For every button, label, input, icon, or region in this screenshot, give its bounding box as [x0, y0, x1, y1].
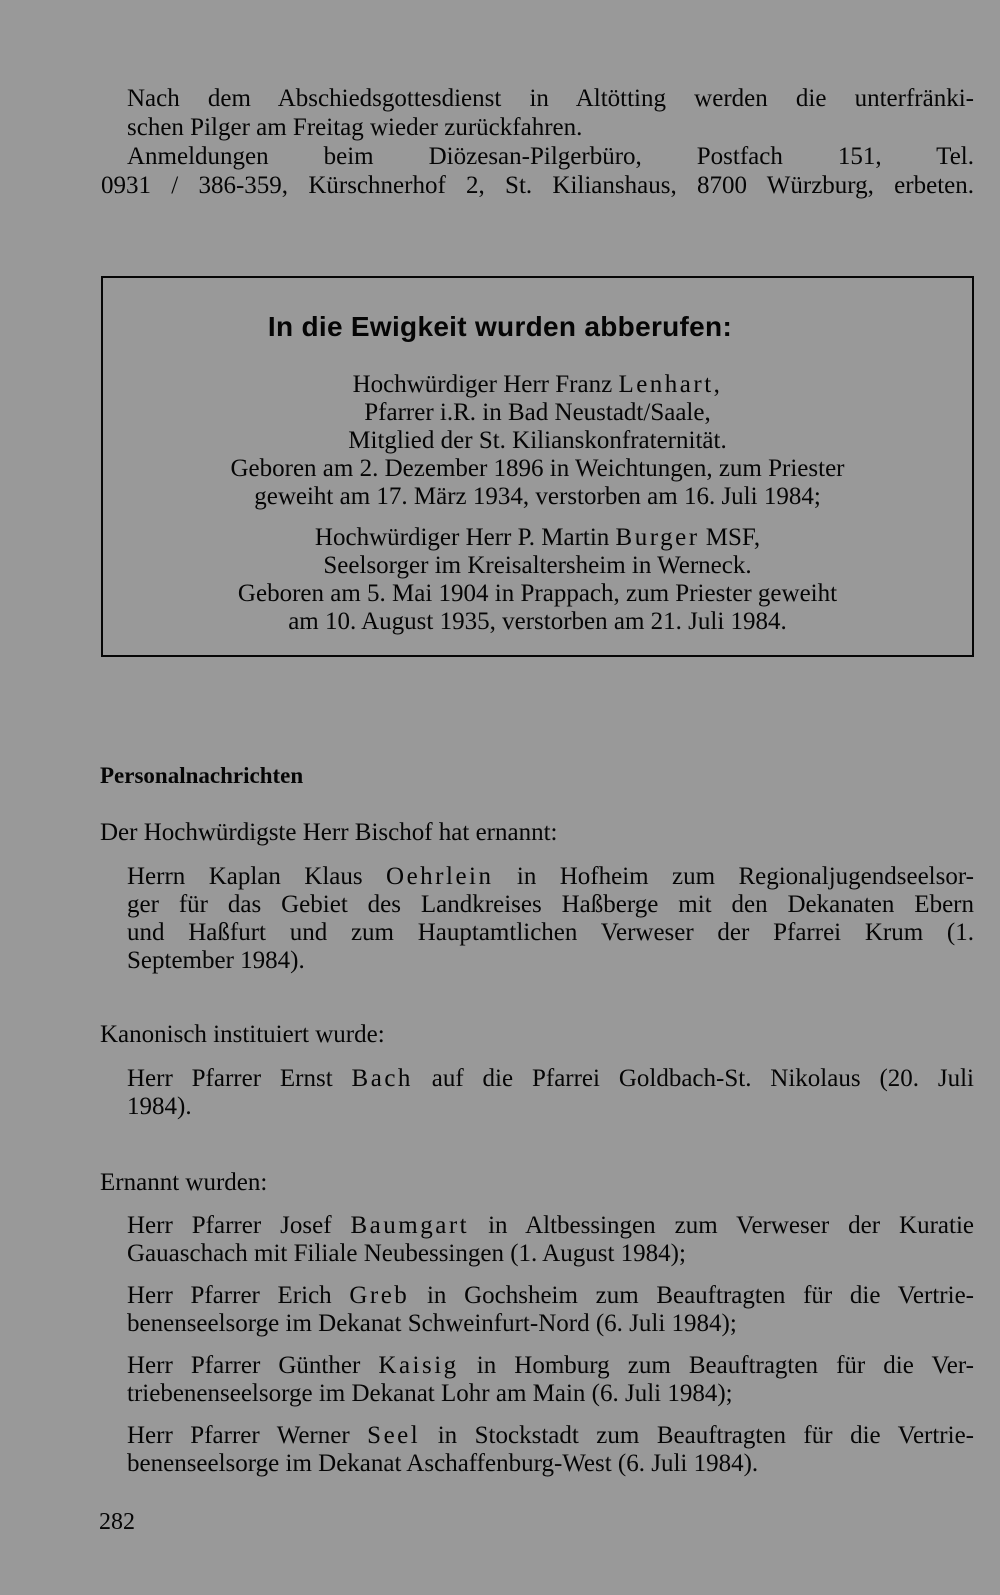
entry-line: benenseelsorge im Dekanat Aschaffenburg-West (6. Juli 1984). — [127, 1450, 759, 1477]
subheading-instituted: Kanonisch instituiert wurde: — [100, 1021, 385, 1048]
entry-line — [127, 1351, 974, 1380]
obituary-line: Pfarrer i.R. in Bad Neustadt/Saale, — [364, 399, 711, 426]
obituary-text: MSF, — [699, 524, 761, 551]
entry-line — [127, 862, 974, 891]
obituary-title: In die Ewigkeit wurden abberufen: — [267, 311, 733, 342]
subheading-appointed: Der Hochwürdigste Herr Bischof hat ernannt: — [100, 819, 558, 846]
section-title: Personalnachrichten — [100, 763, 304, 788]
deceased-name: Burger — [615, 524, 700, 551]
obituary-line: am 10. August 1935, verstorben am 21. Juli 1984. — [288, 608, 787, 635]
deceased-name: Lenhart, — [618, 371, 723, 398]
entry-line: ger für das Gebiet des Landkreises Haßberge mit den Dekanaten Ebern — [127, 891, 974, 918]
intro-line-4: 0931 / 386-359, Kürschnerhof 2, St. Kilianshaus, 8700 Würzburg, erbeten. — [101, 172, 974, 199]
entry-text: in Stockstadt zum Beauftragten für die Vertrie- — [420, 1422, 974, 1449]
entry-text: in Altbessingen zum Verweser der Kuratie — [469, 1212, 975, 1239]
obituary-text: Hochwürdiger Herr Franz — [352, 371, 619, 398]
entry-text: in Hofheim zum Regionaljugendseelsor- — [493, 863, 975, 890]
entry-line — [127, 1064, 974, 1093]
obituary-text: Hochwürdiger Herr P. Martin — [314, 524, 616, 551]
entry-text: Herr Pfarrer Josef — [127, 1212, 351, 1239]
entry-line: und Haßfurt und zum Hauptamtlichen Verweser der Pfarrei Krum (1. — [127, 919, 974, 946]
intro-line-3: Anmeldungen beim Diözesan-Pilgerbüro, Postfach 151, Tel. — [127, 143, 974, 170]
obituary-line — [101, 370, 974, 399]
entry-line: benenseelsorge im Dekanat Schweinfurt-Nord (6. Juli 1984); — [127, 1310, 737, 1337]
entry-line: September 1984). — [127, 947, 305, 974]
entry-text: Herrn Kaplan Klaus — [127, 863, 387, 890]
subheading-named: Ernannt wurden: — [100, 1169, 268, 1196]
entry-text: in Homburg zum Beauftragten für die Ver- — [458, 1352, 975, 1379]
obituary-line — [101, 523, 974, 552]
entry-line — [127, 1421, 974, 1450]
entry-line: triebenenseelsorge im Dekanat Lohr am Main (6. Juli 1984); — [127, 1380, 733, 1407]
person-name: Seel — [367, 1422, 421, 1449]
entry-text: Herr Pfarrer Ernst — [127, 1065, 352, 1092]
entry-line — [127, 1211, 974, 1240]
obituary-line: Seelsorger im Kreisaltersheim in Werneck. — [323, 552, 752, 579]
entry-line — [127, 1281, 974, 1310]
entry-text: Herr Pfarrer Günther — [127, 1352, 379, 1379]
entry-text: in Gochsheim zum Beauftragten für die Vertrie- — [409, 1282, 974, 1309]
intro-line-2: schen Pilger am Freitag wieder zurückfahren. — [127, 114, 583, 141]
entry-line: Gauaschach mit Filiale Neubessingen (1. August 1984); — [127, 1240, 686, 1267]
person-name: Bach — [351, 1065, 413, 1092]
page-number: 282 — [99, 1509, 135, 1535]
obituary-line: Mitglied der St. Kilianskonfraternität. — [348, 427, 727, 454]
obituary-line: Geboren am 5. Mai 1904 in Prappach, zum Priester geweiht — [237, 580, 838, 607]
person-name: Kaisig — [378, 1352, 459, 1379]
entry-text: Herr Pfarrer Erich — [127, 1282, 350, 1309]
entry-line: 1984). — [127, 1093, 192, 1120]
obituary-line: geweiht am 17. März 1934, verstorben am 16. Juli 1984; — [254, 483, 821, 510]
entry-text: auf die Pfarrei Goldbach-St. Nikolaus (20. Juli — [412, 1065, 974, 1092]
person-name: Baumgart — [350, 1212, 470, 1239]
entry-text: Herr Pfarrer Werner — [127, 1422, 368, 1449]
person-name: Oehrlein — [386, 863, 494, 890]
person-name: Greb — [349, 1282, 410, 1309]
obituary-line: Geboren am 2. Dezember 1896 in Weichtungen, zum Priester — [230, 455, 845, 482]
intro-line-1: Nach dem Abschiedsgottesdienst in Altötting werden die unterfränki- — [127, 85, 974, 112]
